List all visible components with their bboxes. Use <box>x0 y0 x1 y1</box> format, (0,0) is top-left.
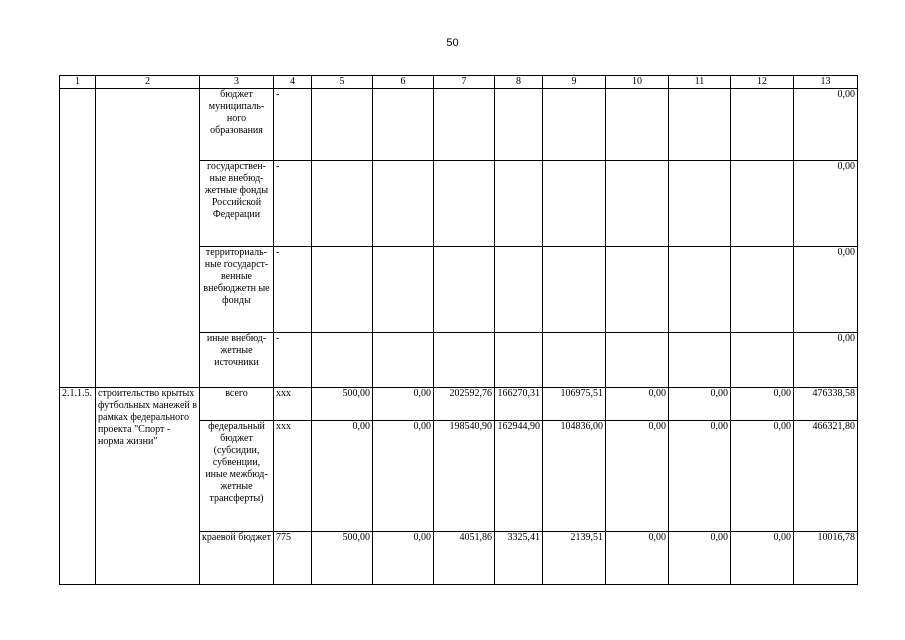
cell-col5: 500,00 <box>312 388 373 421</box>
header-cell: 3 <box>200 76 274 89</box>
cell-col12: 0,00 <box>731 421 794 532</box>
cell-col6: 0,00 <box>373 388 434 421</box>
empty-cell <box>96 89 200 388</box>
cell-total: 0,00 <box>794 161 858 247</box>
header-cell: 12 <box>731 76 794 89</box>
table-row <box>60 89 858 161</box>
cell-col4: - <box>274 89 312 161</box>
cell-col7: 198540,90 <box>434 421 495 532</box>
budget-table <box>59 75 858 585</box>
header-cell: 10 <box>606 76 669 89</box>
cell-total: 0,00 <box>794 89 858 161</box>
cell-col8: 166270,31 <box>495 388 543 421</box>
table-row <box>60 388 858 421</box>
header-cell: 2 <box>96 76 200 89</box>
empty-cell <box>60 89 96 388</box>
source-cell: всего <box>200 388 274 421</box>
cell-col11: 0,00 <box>669 532 731 585</box>
header-cell: 7 <box>434 76 495 89</box>
source-cell: бюджет муниципаль-ного образования <box>200 89 274 161</box>
cell-col8: 162944,90 <box>495 421 543 532</box>
header-cell: 13 <box>794 76 858 89</box>
source-cell: краевой бюджет <box>200 532 274 585</box>
cell-total: 476338,58 <box>794 388 858 421</box>
cell-col4: - <box>274 247 312 333</box>
source-cell: федеральный бюджет (субсидии, субвенции, иные межбюд-жетные трансферты) <box>200 421 274 532</box>
item-name: строительство крытых футбольных манежей в рамках федерального проекта "Спорт - норма жизни" <box>96 388 200 585</box>
cell-col4: ххх <box>274 421 312 532</box>
header-cell: 6 <box>373 76 434 89</box>
cell-col6: 0,00 <box>373 532 434 585</box>
header-cell: 1 <box>60 76 96 89</box>
cell-col4: - <box>274 333 312 388</box>
cell-col7: 202592,76 <box>434 388 495 421</box>
source-cell: территориаль-ные государст-венные внебюджетн ые фонды <box>200 247 274 333</box>
cell-col6: 0,00 <box>373 421 434 532</box>
header-cell: 8 <box>495 76 543 89</box>
cell-col5: 0,00 <box>312 421 373 532</box>
cell-col11: 0,00 <box>669 421 731 532</box>
header-cell: 11 <box>669 76 731 89</box>
cell-col10: 0,00 <box>606 532 669 585</box>
cell-col12: 0,00 <box>731 532 794 585</box>
cell-total: 10016,78 <box>794 532 858 585</box>
cell-col9: 2139,51 <box>543 532 606 585</box>
cell-col10: 0,00 <box>606 388 669 421</box>
cell-col10: 0,00 <box>606 421 669 532</box>
header-cell: 9 <box>543 76 606 89</box>
cell-col12: 0,00 <box>731 388 794 421</box>
page-number: 50 <box>446 37 459 49</box>
cell-total: 0,00 <box>794 333 858 388</box>
cell-col11: 0,00 <box>669 388 731 421</box>
header-row <box>60 76 858 89</box>
header-cell: 5 <box>312 76 373 89</box>
header-cell: 4 <box>274 76 312 89</box>
cell-col8: 3325,41 <box>495 532 543 585</box>
cell-col4: - <box>274 161 312 247</box>
cell-col5: 500,00 <box>312 532 373 585</box>
cell-total: 0,00 <box>794 247 858 333</box>
cell-total: 466321,80 <box>794 421 858 532</box>
cell-col7: 4051,86 <box>434 532 495 585</box>
cell-col4: ххх <box>274 388 312 421</box>
source-cell: иные внебюд-жетные источники <box>200 333 274 388</box>
item-number: 2.1.1.5. <box>60 388 96 585</box>
cell-col9: 104836,00 <box>543 421 606 532</box>
cell-col4: 775 <box>274 532 312 585</box>
source-cell: государствен-ные внебюд-жетные фонды Российской Федерации <box>200 161 274 247</box>
cell-col9: 106975,51 <box>543 388 606 421</box>
